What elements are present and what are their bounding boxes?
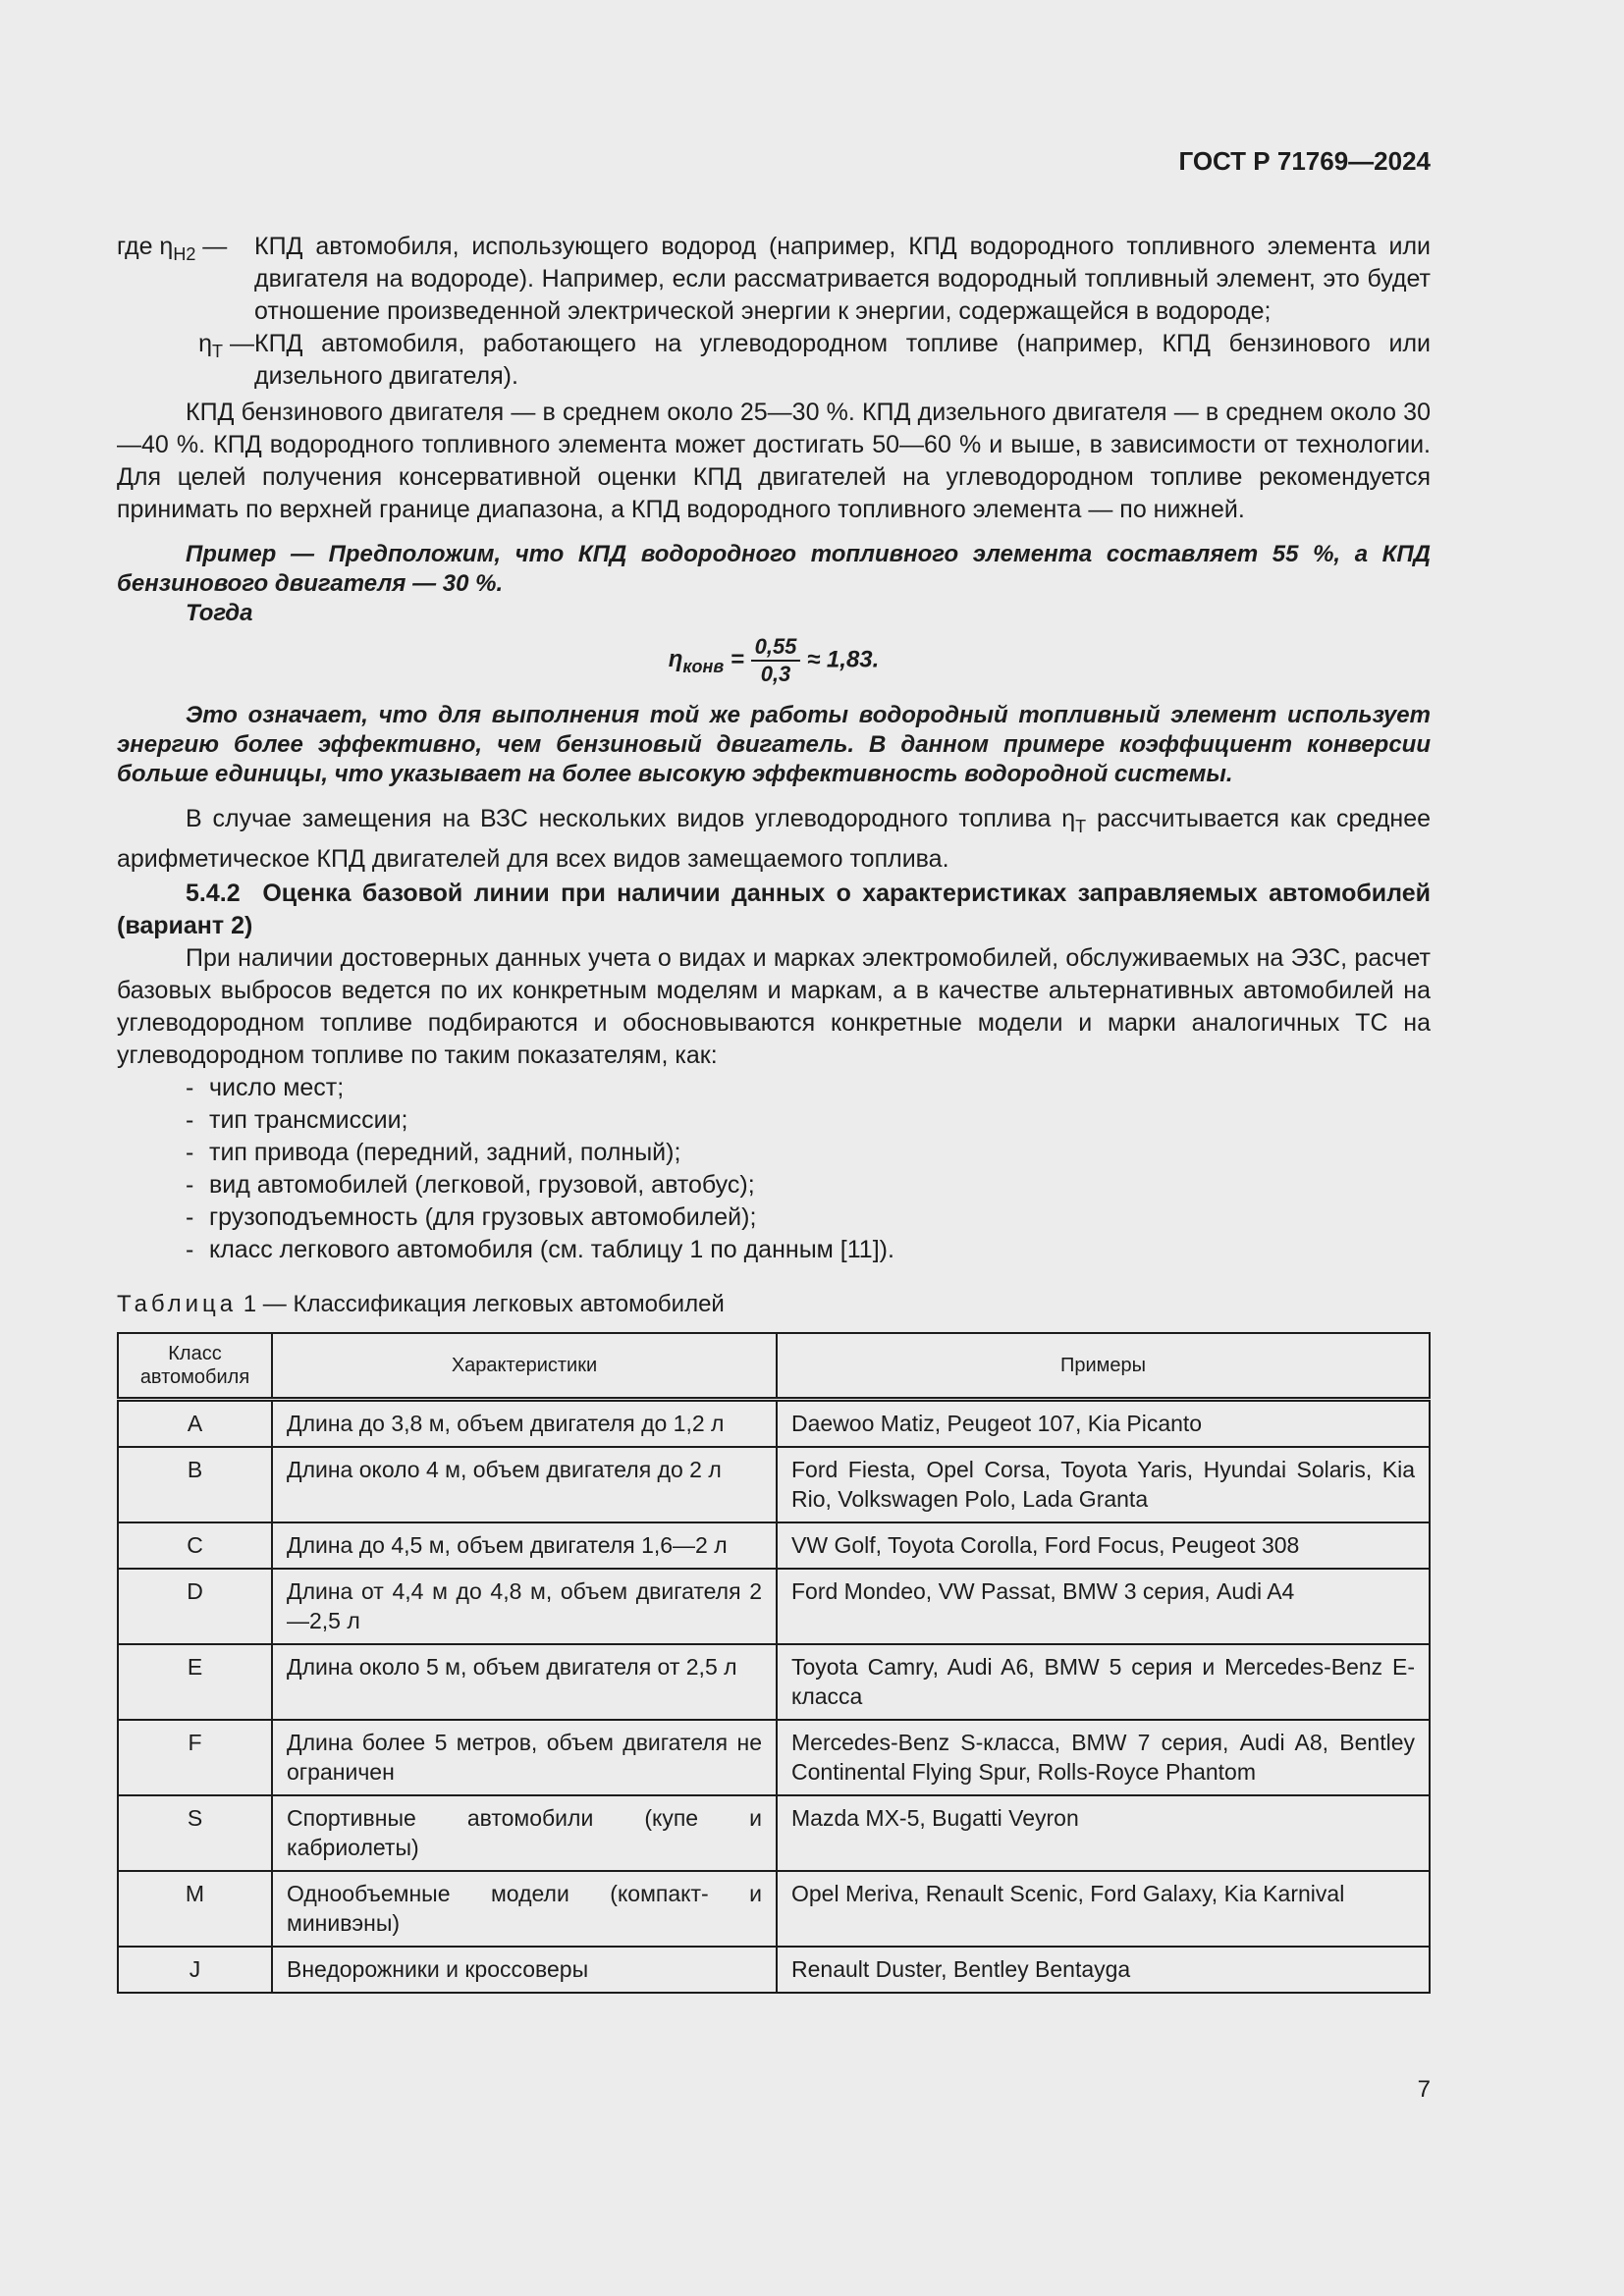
efficiency-paragraph: КПД бензинового двигателя — в среднем около 25—30 %. КПД дизельного двигателя — в среднем около 30—40 %. КПД водородного топливного элемента может достигать 50—60 % и выше, в зависимости от технологии. Для целей получения консервативной оценки КПД двигателей на углеводородном топливе рекомендуется принимать по верхней границе диапазона, а КПД водородного топливного элемента — по нижней.: [117, 399, 1431, 523]
class-cell: B: [118, 1447, 272, 1522]
table-row: [118, 1644, 1430, 1720]
example-conclusion: Это означает, что для выполнения той же работы водородный топливный элемент использует энергию более эффективно, чем бензиновый двигатель. В данном примере коэффициент конверсии больше единицы, что указывает на более высокую эффективность водородной системы.: [117, 702, 1431, 787]
criteria-list: [117, 1072, 1431, 1266]
classification-table: [117, 1332, 1431, 1994]
characteristics-cell: Спортивные автомобили (купе и кабриолеты): [272, 1795, 777, 1871]
examples-cell: Ford Fiesta, Opel Corsa, Toyota Yaris, Hyundai Solaris, Kia Rio, Volkswagen Polo, Lada Granta: [777, 1447, 1430, 1522]
examples-cell: Ford Mondeo, VW Passat, BMW 3 серия, Audi A4: [777, 1569, 1430, 1644]
table-row: [118, 1522, 1430, 1569]
section-heading: 5.4.2 Оценка базовой линии при наличии данных о характеристиках заправляемых автомобилей (вариант 2): [117, 880, 1431, 939]
characteristics-cell: Длина около 4 м, объем двигателя до 2 л: [272, 1447, 777, 1522]
class-cell: A: [118, 1400, 272, 1448]
header-characteristics: Характеристики: [272, 1333, 777, 1400]
list-item: - тип привода (передний, задний, полный);: [186, 1137, 1431, 1169]
example-then: Тогда: [186, 600, 253, 626]
characteristics-cell: Внедорожники и кроссоверы: [272, 1947, 777, 1993]
fuel-average-paragraph: В случае замещения на ВЗС нескольких видов углеводородного топлива $\eta_Т$ рассчитывается как среднее арифметическое КПД двигателей для всех видов замещаемого топлива.: [117, 805, 1432, 873]
characteristics-cell: Длина от 4,4 м до 4,8 м, объем двигателя 2—2,5 л: [272, 1569, 777, 1644]
example-statement: Пример — Предположим, что КПД водородного топливного элемента составляет 55 %, а КПД бензинового двигателя — 30 %.: [117, 541, 1431, 597]
header-class: Класс автомобиля: [118, 1333, 272, 1400]
examples-cell: Mazda MX-5, Bugatti Veyron: [777, 1795, 1430, 1871]
characteristics-cell: Однообъемные модели (компакт- и минивэны): [272, 1871, 777, 1947]
examples-cell: Renault Duster, Bentley Bentayga: [777, 1947, 1430, 1993]
header-examples: Примеры: [777, 1333, 1430, 1400]
table-row: [118, 1947, 1430, 1993]
examples-cell: Mercedes-Benz S-класса, BMW 7 серия, Audi A8, Bentley Continental Flying Spur, Rolls-Royce Phantom: [777, 1720, 1430, 1795]
characteristics-cell: Длина до 3,8 м, объем двигателя до 1,2 л: [272, 1400, 777, 1448]
examples-cell: Daewoo Matiz, Peugeot 107, Kia Picanto: [777, 1400, 1430, 1448]
definition-term: $\eta_Т$ —: [198, 330, 254, 361]
formula-lhs: $\eta_{конв}$: [668, 646, 725, 677]
examples-cell: Toyota Camry, Audi A6, BMW 5 серия и Mercedes-Benz E-класса: [777, 1644, 1430, 1720]
table-row: [118, 1400, 1430, 1448]
baseline-paragraph: При наличии достоверных данных учета о видах и марках электромобилей, обслуживаемых на ЭЗС, расчет базовых выбросов ведется по их конкретным моделям и маркам, а в качестве альтернативных автомобилей на углеводородном топливе подбираются и обосновываются конкретные модели и марки аналогичных ТС на углеводородном топливе по таким показателям, как:: [117, 944, 1431, 1069]
characteristics-cell: Длина более 5 метров, объем двигателя не ограничен: [272, 1720, 777, 1795]
definition-term: где $\eta_{Н2}$ —: [117, 233, 228, 264]
page-content: [117, 231, 1431, 1994]
table-row: [118, 1871, 1430, 1947]
class-cell: F: [118, 1720, 272, 1795]
definition-eta-t: [117, 328, 1431, 393]
document-code: ГОСТ Р 71769—2024: [1178, 146, 1431, 176]
class-cell: C: [118, 1522, 272, 1569]
class-cell: S: [118, 1795, 272, 1871]
list-item: - тип трансмиссии;: [186, 1104, 1431, 1137]
formula-fraction: $\frac{0,55}{0,3}$: [751, 634, 801, 687]
class-cell: J: [118, 1947, 272, 1993]
class-cell: M: [118, 1871, 272, 1947]
table-row: [118, 1720, 1430, 1795]
table-header-row: [118, 1333, 1430, 1400]
examples-cell: Opel Meriva, Renault Scenic, Ford Galaxy, Kia Karnival: [777, 1871, 1430, 1947]
definition-eta-h2: [117, 231, 1431, 328]
table-row: [118, 1569, 1430, 1644]
class-cell: E: [118, 1644, 272, 1720]
table-row: [118, 1447, 1430, 1522]
page-number: 7: [1417, 2076, 1431, 2103]
list-item: - вид автомобилей (легковой, грузовой, автобус);: [186, 1169, 1431, 1201]
list-item: - класс легкового автомобиля (см. таблицу 1 по данным [11]).: [186, 1234, 1431, 1266]
definition-text: КПД автомобиля, работающего на углеводородном топливе (например, КПД бензинового или дизельного двигателя).: [254, 330, 1431, 390]
table-row: [118, 1795, 1430, 1871]
definition-text: КПД автомобиля, использующего водород (например, КПД водородного топливного элемента или двигателя на водороде). Например, если рассматривается водородный топливный элемент, это будет отношение произведенной электрической энергии к энергии, содержащейся в водороде;: [254, 233, 1431, 325]
class-cell: D: [118, 1569, 272, 1644]
conversion-formula: $\eta_{конв}$ = $\frac{0,55}{0,3}$ ≈ 1,83.: [668, 634, 880, 686]
table-caption: Таблица 1 — Классификация легковых автомобилей: [117, 1291, 725, 1317]
list-item: - грузоподъемность (для грузовых автомобилей);: [186, 1201, 1431, 1234]
examples-cell: VW Golf, Toyota Corolla, Ford Focus, Peugeot 308: [777, 1522, 1430, 1569]
list-item: - число мест;: [186, 1072, 1431, 1104]
characteristics-cell: Длина около 5 м, объем двигателя от 2,5 л: [272, 1644, 777, 1720]
characteristics-cell: Длина до 4,5 м, объем двигателя 1,6—2 л: [272, 1522, 777, 1569]
